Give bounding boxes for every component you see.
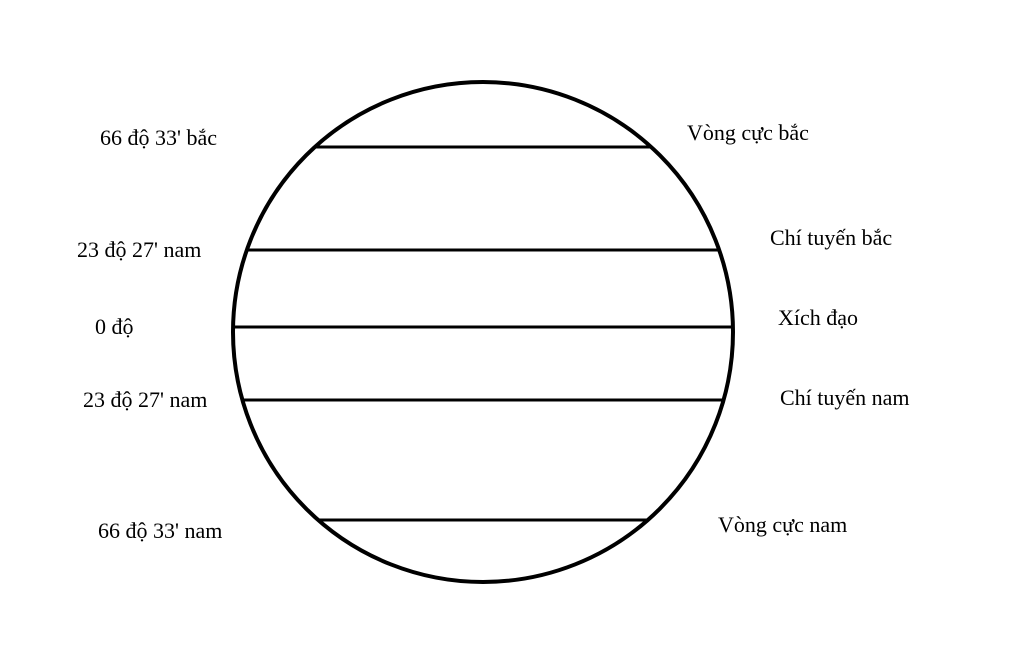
degree-label-tropic-of-cancer: 23 độ 27' nam xyxy=(77,237,202,262)
globe-circle xyxy=(233,82,733,582)
name-label-antarctic-circle: Vòng cực nam xyxy=(718,512,848,537)
degree-label-arctic-circle: 66 độ 33' bắc xyxy=(100,125,217,150)
name-label-arctic-circle: Vòng cực bắc xyxy=(687,120,809,145)
degree-label-equator: 0 độ xyxy=(95,314,134,339)
name-label-tropic-of-cancer: Chí tuyến bắc xyxy=(770,225,893,250)
name-label-equator: Xích đạo xyxy=(778,305,859,330)
degree-label-antarctic-circle: 66 độ 33' nam xyxy=(98,518,223,543)
name-label-tropic-of-capricorn: Chí tuyến nam xyxy=(780,385,910,410)
degree-label-tropic-of-capricorn: 23 độ 27' nam xyxy=(83,387,208,412)
